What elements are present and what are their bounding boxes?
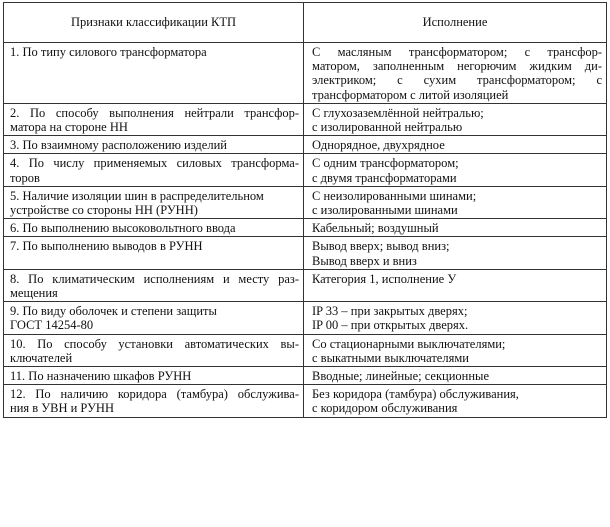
feature-cell — [4, 334, 304, 366]
execution-cell — [304, 302, 607, 334]
execution-cell — [304, 334, 607, 366]
execution-line: матором, заполненным негорючим жидким ди- — [312, 59, 602, 74]
feature-cell — [4, 103, 304, 135]
feature-cell — [4, 367, 304, 385]
execution-line: Вводные; линейные; секционные — [312, 369, 490, 384]
table-row — [4, 43, 607, 104]
execution-cell — [304, 367, 607, 385]
execution-line: с коридором обслуживания — [312, 401, 458, 416]
table-row — [4, 302, 607, 334]
execution-cell — [304, 154, 607, 186]
feature-line: ключателей — [10, 350, 73, 365]
feature-cell — [4, 219, 304, 237]
feature-line: 12. По наличию коридора (тамбура) обслужива- — [10, 387, 299, 402]
header-execution: Исполнение — [304, 3, 607, 43]
header-features: Признаки классификации КТП — [4, 3, 304, 43]
execution-line: Со стационарными выключателями; — [312, 336, 506, 351]
execution-line: Категория 1, исполнение У — [312, 271, 457, 286]
feature-line: 10. По способу установки автоматических вы- — [10, 336, 299, 351]
feature-cell — [4, 136, 304, 154]
execution-line: С глухозаземлённой нейтралью; — [312, 105, 484, 120]
feature-line: 5. Наличие изоляции шин в распределительном — [10, 188, 264, 203]
execution-line: С одним трансформатором; — [312, 156, 459, 171]
feature-line: 3. По взаимному расположению изделий — [10, 138, 227, 153]
feature-line: ния в УВН и РУНН — [10, 401, 114, 416]
table-body — [4, 43, 607, 418]
table-row — [4, 237, 607, 269]
execution-line: с двумя трансформаторами — [312, 170, 457, 185]
feature-line: 2. По способу выполнения нейтрали трансфор- — [10, 105, 299, 120]
feature-line: мещения — [10, 286, 58, 301]
header-row — [4, 3, 607, 43]
feature-line: 4. По числу применяемых силовых трансформа- — [10, 156, 299, 171]
execution-cell — [304, 136, 607, 154]
table-row — [4, 334, 607, 366]
feature-line: ГОСТ 14254-80 — [10, 318, 94, 333]
execution-line: электриком; с сухим трансформатором; с — [312, 73, 602, 88]
execution-cell — [304, 269, 607, 301]
table-row — [4, 154, 607, 186]
table-row — [4, 367, 607, 385]
execution-line: с изолированными шинами — [312, 203, 458, 218]
execution-cell — [304, 186, 607, 218]
feature-line: 8. По климатическим исполнениям и месту раз- — [10, 271, 299, 286]
feature-line: 7. По выполнению выводов в РУНН — [10, 239, 203, 254]
execution-line: IP 33 – при закрытых дверях; — [312, 304, 468, 319]
feature-cell — [4, 186, 304, 218]
execution-line: С неизолированными шинами; — [312, 188, 477, 203]
feature-line: торов — [10, 170, 40, 185]
feature-cell — [4, 269, 304, 301]
table-row — [4, 219, 607, 237]
execution-line: IP 00 – при открытых дверях. — [312, 318, 469, 333]
execution-cell — [304, 103, 607, 135]
feature-cell — [4, 43, 304, 104]
table-row — [4, 103, 607, 135]
feature-line: 9. По виду оболочек и степени защиты — [10, 304, 217, 319]
execution-line: с выкатными выключателями — [312, 350, 469, 365]
feature-line: матора на стороне НН — [10, 120, 128, 135]
execution-cell — [304, 219, 607, 237]
classification-table — [3, 2, 607, 418]
execution-line: с изолированной нейтралью — [312, 120, 463, 135]
execution-line: Кабельный; воздушный — [312, 221, 439, 236]
feature-cell — [4, 154, 304, 186]
execution-line: Без коридора (тамбура) обслуживания, — [312, 387, 519, 402]
feature-cell — [4, 237, 304, 269]
table-row — [4, 136, 607, 154]
table-row — [4, 186, 607, 218]
feature-line: устройстве со стороны НН (РУНН) — [10, 203, 198, 218]
execution-cell — [304, 43, 607, 104]
execution-line: С масляным трансформатором; с трансфор- — [312, 45, 602, 59]
execution-cell — [304, 237, 607, 269]
feature-line: 11. По назначению шкафов РУНН — [10, 369, 192, 384]
execution-line: Вывод вверх и вниз — [312, 253, 417, 268]
table-row — [4, 269, 607, 301]
execution-cell — [304, 385, 607, 417]
execution-line: Однорядное, двухрядное — [312, 138, 445, 153]
feature-line: 1. По типу силового трансформатора — [10, 45, 207, 59]
execution-line: трансформатором с литой изоляцией — [312, 87, 509, 102]
feature-cell — [4, 302, 304, 334]
feature-cell — [4, 385, 304, 417]
feature-line: 6. По выполнению высоковольтного ввода — [10, 221, 236, 236]
execution-line: Вывод вверх; вывод вниз; — [312, 239, 450, 254]
table-row — [4, 385, 607, 417]
